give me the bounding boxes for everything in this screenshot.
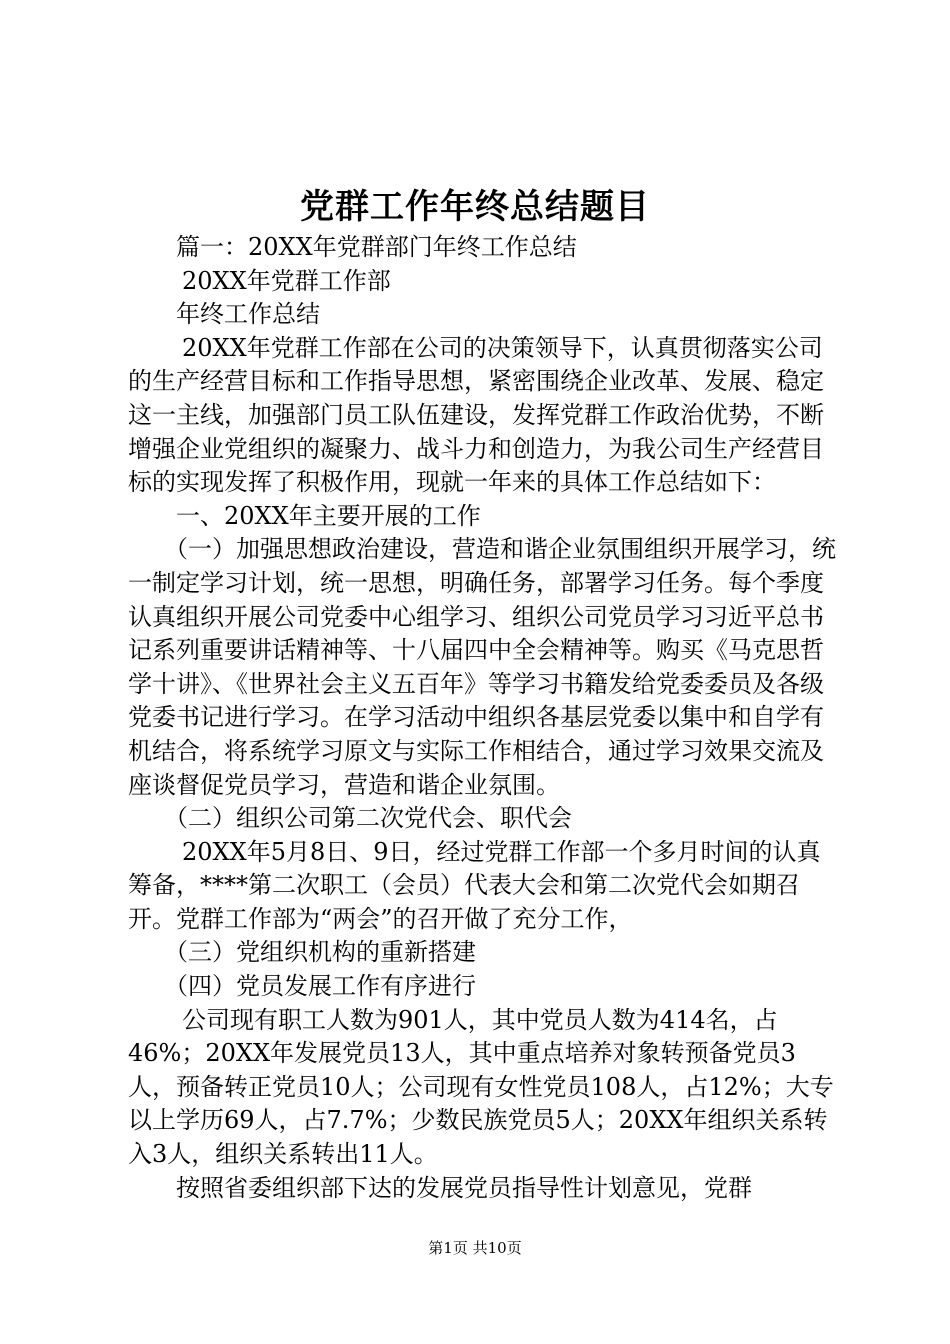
paragraph-heading: 篇一：20XX年党群部门年终工作总结	[176, 233, 577, 261]
paragraph-text: 20XX年党群工作部在公司的决策领导下，认真贯彻落实公司的生产经营目标和工作指导思想，紧密围绕企业改革、发展、稳定这一主线，加强部门员工队伍建设，发挥党群工作政治优势，不断增强企业党组织的凝聚力、战斗力和创造力，为我公司生产经营目标的实现发挥了积极作用，现就一年来的具体工作总结如下：	[128, 333, 824, 497]
paragraph-text: 20XX年5月8日、9日，经过党群工作部一个多月时间的认真筹备，****第二次职工（会员）代表大会和第二次党代会如期召开。党群工作部为“两会”的召开做了充分工作，	[128, 837, 821, 933]
document-body	[128, 231, 838, 1205]
paragraph-subheading: 20XX年党群工作部	[182, 266, 391, 295]
document-title: 党群工作年终总结题目	[300, 187, 650, 227]
paragraph-text: 公司现有职工人数为901人，其中党员人数为414名，占46%；20XX年发展党员13人，其中重点培养对象转预备党员3人，预备转正党员10人；公司现有女性党员108人，占12%；大专以上学历69人，占7.7%；少数民族党员5人；20XX年组织关系转入3人，组织关系转出11人。	[128, 1005, 834, 1169]
paragraph-text: 按照省委组织部下达的发展党员指导性计划意见，党群	[176, 1173, 752, 1202]
section-heading: （四）党员发展工作有序进行	[164, 972, 476, 1001]
section-heading: （三）党组织机构的重新搭建	[164, 938, 476, 967]
section-heading: 一、20XX年主要开展的工作	[176, 501, 481, 530]
paragraph-subheading: 年终工作总结	[176, 300, 320, 329]
paragraph-text: （一）加强思想政治建设，营造和谐企业氛围组织开展学习，统一制定学习计划，统一思想，明确任务，部署学习任务。每个季度认真组织开展公司党委中心组学习、组织公司党员学习习近平总书记系列重要讲话精神等、十八届四中全会精神等。购买《马克思哲学十讲》、《世界社会主义五百年》等学习书籍发给党委委员及各级党委书记进行学习。在学习活动中组织各基层党委以集中和自学有机结合，将系统学习原文与实际工作相结合，通过学习效果交流及座谈督促党员学习，营造和谐企业氛围。	[128, 535, 836, 799]
page-footer: 第1页 共10页	[428, 1239, 522, 1257]
section-heading: （二）组织公司第二次党代会、职代会	[164, 804, 572, 833]
